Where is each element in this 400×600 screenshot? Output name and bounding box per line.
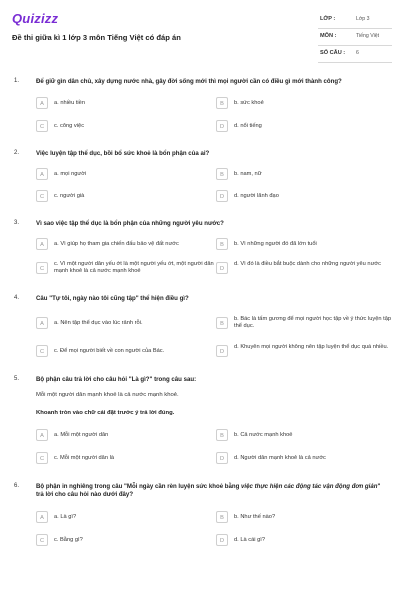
- option-letter: C: [36, 120, 48, 132]
- question-text-suffix: " trả lời cho câu hỏi nào dưới đây?: [36, 483, 381, 498]
- option-text: c. Bằng gì?: [54, 537, 83, 543]
- question-number: 5.: [14, 376, 20, 382]
- option-letter: D: [216, 345, 228, 357]
- worksheet-meta: [318, 12, 392, 63]
- page-title: Đề thi giữa kì 1 lớp 3 môn Tiếng Việt có đáp án: [12, 33, 181, 42]
- option-letter: B: [216, 511, 228, 523]
- option-text: b. sức khoẻ: [234, 100, 264, 106]
- option-text: d. người lãnh đạo: [234, 193, 279, 199]
- meta-row-class: [318, 12, 392, 29]
- option-letter: C: [36, 452, 48, 464]
- option-text: d. Là cái gì?: [234, 537, 265, 543]
- meta-label: LỚP :: [320, 16, 336, 22]
- option-letter: B: [216, 168, 228, 180]
- option-letter: B: [216, 97, 228, 109]
- option-text: b. Bác là tấm gương để mọi người học tập về ý thức luyện tập thể dục.: [234, 316, 392, 329]
- option-text: d. Khuyên mọi người không nên tập luyện thể dục quá nhiều.: [234, 344, 389, 350]
- option-text: a. mọi người: [54, 171, 87, 177]
- option-text: c. người già: [54, 193, 85, 199]
- option-letter: A: [36, 317, 48, 329]
- question-number: 6.: [14, 483, 20, 489]
- quizizz-logo: Quizizz: [12, 11, 59, 26]
- question-text: Việc luyện tập thể dục, bồi bổ sức khoẻ là bổn phận của ai?: [36, 150, 210, 157]
- meta-row-subject: [318, 29, 392, 46]
- option-text: b. Vì những người đó đã lớn tuổi: [234, 241, 317, 247]
- question-sentence: Mỗi một người dân mạnh khoẻ là cả nước mạnh khoẻ.: [36, 392, 179, 398]
- option-text: a. Là gì?: [54, 514, 77, 520]
- option-text: b. Như thế nào?: [234, 514, 276, 520]
- option-letter: C: [36, 345, 48, 357]
- option-letter: D: [216, 120, 228, 132]
- question-text-prefix: Bộ phận in nghiêng trong câu "Mỗi ngày cần rèn luyện sức khoẻ bằng: [36, 483, 242, 490]
- option-text: a. nhiều tiền: [54, 100, 85, 106]
- option-text: c. Vì một người dân yếu ớt là một người yếu ớt, một người dân mạnh khoẻ là cả nước mạnh khoẻ: [54, 261, 214, 274]
- question-text-italic: việc thực hiện các động tác vận động đơn giản: [241, 483, 378, 490]
- meta-value: 6: [356, 50, 359, 56]
- option-letter: B: [216, 238, 228, 250]
- option-text: a. Nên tập thể dục vào lúc rảnh rỗi.: [54, 320, 143, 326]
- question-number: 4.: [14, 295, 20, 301]
- option-text: b. Cả nước mạnh khoẻ: [234, 432, 293, 438]
- meta-label: MÔN :: [320, 33, 337, 39]
- question-text: Để giữ gìn dân chủ, xây dựng nước nhà, gây đời sống mới thì mọi người cần có điều gì mới thành công?: [36, 78, 342, 85]
- option-letter: A: [36, 511, 48, 523]
- option-text: d. nổi tiếng: [234, 123, 262, 129]
- question-number: 2.: [14, 150, 20, 156]
- question-number: 3.: [14, 220, 20, 226]
- option-text: a. Mỗi một người dân: [54, 432, 109, 438]
- option-letter: A: [36, 429, 48, 441]
- option-letter: C: [36, 534, 48, 546]
- option-letter: B: [216, 317, 228, 329]
- option-letter: A: [36, 97, 48, 109]
- option-letter: C: [36, 262, 48, 274]
- question-number: 1.: [14, 78, 20, 84]
- question-text: Bộ phận câu trả lời cho câu hỏi "Là gì?" trong câu sau:: [36, 376, 197, 383]
- question-text: Câu "Tự tôi, ngày nào tôi cũng tập" thể hiện điều gì?: [36, 295, 189, 302]
- option-letter: A: [36, 238, 48, 250]
- option-text: a. Vì giúp họ tham gia chiến đấu bảo vệ đất nước: [54, 241, 179, 247]
- option-text: d. Vì đó là điều bắt buộc dành cho những người yêu nước: [234, 261, 381, 267]
- question-instruction: Khoanh tròn vào chữ cái đặt trước ý trả lời đúng.: [36, 410, 175, 416]
- option-letter: D: [216, 190, 228, 202]
- option-text: b. nam, nữ: [234, 171, 262, 177]
- question-text: [36, 483, 386, 499]
- meta-value: Tiếng Việt: [356, 33, 380, 39]
- option-text: c. Mỗi một người dân là: [54, 455, 115, 461]
- option-letter: B: [216, 429, 228, 441]
- meta-row-count: [318, 46, 392, 63]
- option-letter: A: [36, 168, 48, 180]
- option-text: d. Người dân mạnh khoẻ là cả nước: [234, 455, 326, 461]
- meta-label: SỐ CÂU :: [320, 50, 346, 56]
- option-letter: D: [216, 452, 228, 464]
- option-letter: C: [36, 190, 48, 202]
- option-letter: D: [216, 262, 228, 274]
- option-text: c. công việc: [54, 123, 85, 129]
- meta-value: Lớp 3: [356, 16, 370, 22]
- option-text: c. Để mọi người biết về con người của Bác.: [54, 348, 165, 354]
- option-letter: D: [216, 534, 228, 546]
- question-text: Vì sao việc tập thể dục là bổn phận của những người yêu nước?: [36, 220, 224, 227]
